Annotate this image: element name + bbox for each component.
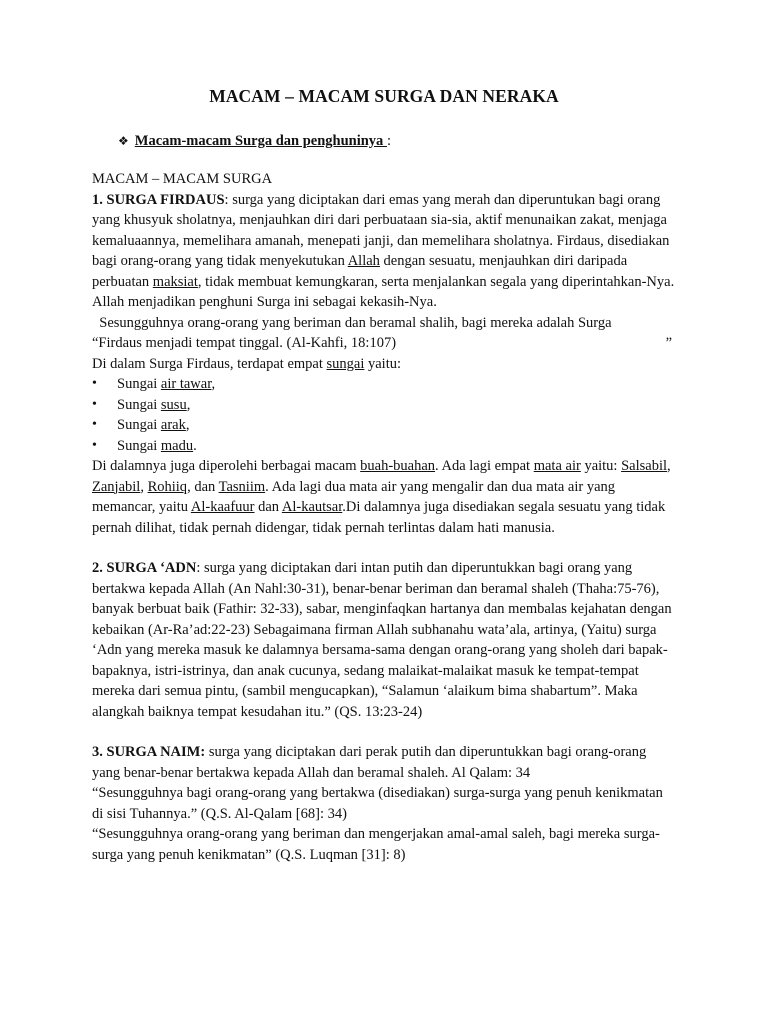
link-arak[interactable]: arak: [160, 417, 186, 433]
section-adn-title: 2. SURGA ‘ADN: [92, 560, 197, 576]
link-air-tawar[interactable]: air tawar: [160, 376, 212, 392]
document-body: [92, 169, 676, 865]
subheading: [118, 133, 391, 150]
list-item: • Sungai madu.: [92, 436, 676, 457]
section-firdaus-title: 1. SURGA FIRDAUS: [92, 191, 225, 208]
section-naim-paragraph: 3. SURGA NAIM: surga yang diciptakan dari perak putih dan diperuntukkan bagi orang-orang yang benar-benar bertakwa kepada Allah dan beramal shaleh. Al Qalam: 34: [92, 744, 647, 781]
list-item: • Sungai arak,: [92, 415, 676, 436]
link-tasniim[interactable]: Tasniim: [218, 478, 266, 495]
link-mata-air[interactable]: mata air: [533, 458, 581, 474]
section-heading: MACAM – MACAM SURGA: [92, 171, 273, 187]
closing-quote-mark: ”: [665, 335, 672, 351]
list-item: • Sungai susu,: [92, 395, 676, 416]
link-maksiat[interactable]: maksiat: [152, 273, 198, 290]
link-rohiiq[interactable]: Rohiiq: [147, 478, 188, 495]
link-al-kautsar[interactable]: Al-kautsar: [281, 499, 343, 515]
quote-naim-qalam: “Sesungguhnya bagi orang-orang yang bertakwa (disediakan) surga-surga yang penuh kenikmatan di sisi Tuhannya.” (Q.S. Al-Qalam [68]: 34): [92, 785, 663, 822]
link-sungai[interactable]: sungai: [326, 355, 365, 372]
link-buah-buahan[interactable]: buah-buahan: [360, 458, 436, 474]
section-adn-paragraph: 2. SURGA ‘ADN: surga yang diciptakan dari intan putih dan diperuntukkan bagi orang yang bertakwa kepada Allah (An Nahl:30-31), benar-benar beriman dan beramal shaleh (Thaha:75-76), banyak berbuat baik (Fathir: 32-33), sabar, menginfaqkan hartanya dan membalas kejahatan dengan kebaikan (Ar-Ra’ad:22-23) Sebagaimana firman Allah subhanahu wata’ala, artinya, (Yaitu) surga ‘Adn yang mereka masuk ke dalamnya bersama-sama dengan orang-orang yang sholeh dari bapak-bapaknya, istri-istrinya, dan anak cucunya, sedang malaikat-malaikat masuk ke tempat-tempat mereka dari semua pintu, (sambil mengucapkan), “Salamun ‘alaikum bima shabartum”. Maka alangkah baiknya tempat kesudahan itu.” (QS. 13:23-24): [92, 560, 672, 720]
subheading-colon: :: [386, 133, 391, 149]
section-naim-title: 3. SURGA NAIM:: [92, 744, 206, 760]
section-firdaus-paragraph: 1. SURGA FIRDAUS: surga yang diciptakan dari emas yang merah dan diperuntukan bagi orang yang khusyuk sholatnya, menjauhkan diri dari perbuataan sia-sia, aktif menunaikan zakat, menjaga kemaluaannya, memelihara amanah, menepati janji, dan memelihara sholatnya. Firdaus, disediakan bagi orang-orang yang tidak menyekutukan Allah dengan sesuatu, menjauhkan diri daripada perbuatan maksiat, tidak membuat kemungkaran, serta menjalankan segala yang diperintahkan-Nya. Allah menjadikan penghuni Surga ini sebagai kekasih-Nya.: [92, 191, 675, 310]
document-title: MACAM – MACAM SURGA DAN NERAKA: [209, 86, 559, 106]
rivers-list: [92, 374, 676, 456]
rivers-intro: Di dalam Surga Firdaus, terdapat empat sungai yaitu:: [92, 355, 402, 372]
paragraph-gap: [92, 722, 676, 742]
quote-firdaus-line1: Sesungguhnya orang-orang yang beriman dan beramal shalih, bagi mereka adalah Surga: [92, 314, 612, 331]
quote-naim-luqman: “Sesungguhnya orang-orang yang beriman dan mengerjakan amal-amal saleh, bagi mereka surga-surga yang penuh kenikmatan” (Q.S. Luqman [31]: 8): [92, 826, 660, 863]
paragraph-gap: [92, 538, 676, 558]
subheading-label: Macam-macam Surga dan penghuninya: [134, 133, 387, 149]
link-susu[interactable]: susu: [160, 396, 187, 413]
quote-firdaus-line2: “Firdaus menjadi tempat tinggal. (Al-Kahfi, 18:107) ”: [92, 333, 676, 354]
link-zanjabil[interactable]: Zanjabil: [92, 478, 141, 495]
springs-paragraph: Di dalamnya juga diperolehi berbagai macam buah-buahan. Ada lagi empat mata air yaitu: Salsabil, Zanjabil, Rohiiq, dan Tasniim. Ada lagi dua mata air yang mengalir dan dua mata air yang memancar, yaitu Al-kaafuur dan Al-kautsar.Di dalamnya juga disediakan segala sesuatu yang tidak pernah dilihat, tidak pernah didengar, tidak pernah terlintas dalam hati manusia.: [92, 458, 671, 536]
diamond-bullet-icon: ❖: [118, 134, 129, 148]
link-allah[interactable]: Allah: [347, 253, 380, 269]
link-madu[interactable]: madu: [160, 437, 194, 454]
link-salsabil[interactable]: Salsabil: [621, 458, 668, 474]
list-item: • Sungai air tawar,: [92, 374, 676, 395]
link-al-kaafuur[interactable]: Al-kaafuur: [190, 499, 255, 515]
